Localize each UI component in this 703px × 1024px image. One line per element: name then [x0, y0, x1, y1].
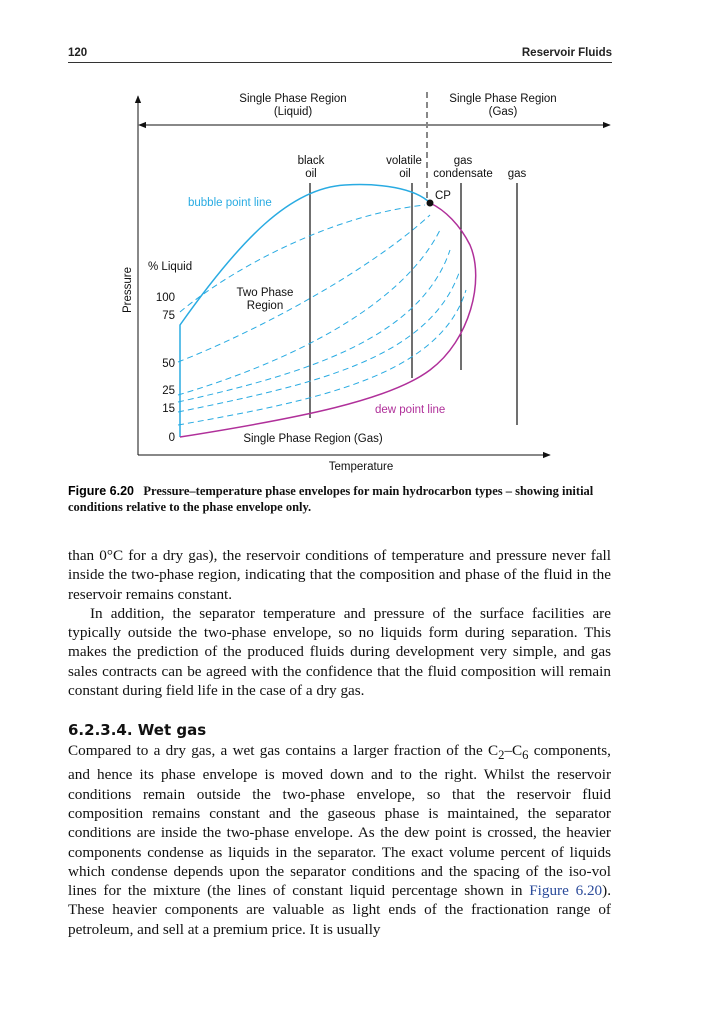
figure-caption [68, 483, 612, 515]
volatile-oil-label-1: volatile [386, 155, 422, 167]
gas-region-label: Single Phase Region [449, 93, 557, 105]
wet-gas-text-1: Compared to a dry gas, a wet gas contains a larger fraction of the C [68, 742, 499, 759]
black-oil-label-1: black [297, 155, 325, 167]
isovol-label-0: 0 [168, 432, 175, 444]
isovol-label-25: 25 [162, 385, 175, 397]
body-text-top [68, 546, 611, 700]
gas-condensate-label-1: gas [453, 155, 473, 167]
liquid-region-label: Single Phase Region [239, 93, 347, 105]
caption-text: Pressure–temperature phase envelopes for main hydrocarbon types – showing initial conditions relative to the phase envelope only. [68, 484, 594, 514]
bubble-point-label: bubble point line [188, 197, 272, 209]
iso-vol-lines [178, 205, 466, 425]
dew-point-label: dew point line [375, 404, 446, 416]
critical-point-label: CP [435, 190, 451, 202]
temperature-axis-label: Temperature [328, 461, 394, 473]
section-heading: 6.2.3.4. Wet gas [68, 721, 207, 739]
figure-reference-link[interactable]: Figure 6.20 [529, 882, 603, 900]
iso-vol-65 [178, 215, 430, 362]
iso-vol-25 [178, 270, 460, 412]
gas-label: gas [507, 168, 527, 180]
isovol-label-75: 75 [162, 310, 175, 322]
wet-gas-dash: –C [504, 742, 523, 759]
paragraph-2: In addition, the separator temperature and pressure of the surface facilities are typically outside the two-phase envelope, so no liquids form during separation. This makes the prediction of the produced fluids during development very simple, and gas sales contracts can be agreed with the confidence that the fluid composition will remain constant during field life in the case of a dry gas. [68, 604, 611, 700]
body-text-wet-gas [68, 741, 611, 939]
gas-region-sub: (Gas) [488, 106, 518, 118]
critical-point-marker [427, 200, 434, 207]
isovol-label-50: 50 [162, 358, 175, 370]
black-oil-label-2: oil [305, 168, 317, 180]
paragraph-1: than 0°C for a dry gas), the reservoir conditions of temperature and pressure never fall inside the two-phase region, indicating that the composition and phase of the fluid in the reservoir remains constant. [68, 547, 611, 603]
paragraph-wet-gas [68, 741, 611, 939]
gas-region-bottom-label: Single Phase Region (Gas) [243, 433, 383, 445]
iso-vol-50 [178, 230, 440, 395]
subscript-2: 2 [498, 748, 505, 763]
caption-label: Figure 6.20 [68, 484, 134, 498]
pressure-axis-label: Pressure [122, 266, 134, 314]
two-phase-label-1: Two Phase [236, 287, 294, 299]
bubble-point-line [180, 185, 430, 437]
isovol-label-15: 15 [162, 403, 175, 415]
wet-gas-text-3: ). These heavier components are valuable as light ends of the fractionation range of petroleum, and sell at a premium price. It is usually [68, 882, 612, 938]
isovol-label-100: 100 [155, 292, 175, 304]
iso-vol-75 [180, 205, 425, 312]
running-title: Reservoir Fluids [521, 47, 612, 59]
pct-liquid-label: % Liquid [148, 261, 193, 273]
subscript-6: 6 [522, 748, 529, 763]
gas-condensate-label-2: condensate [433, 168, 493, 180]
liquid-region-sub: (Liquid) [273, 106, 313, 118]
two-phase-label-2: Region [246, 300, 284, 312]
phase-envelope-figure [0, 0, 703, 480]
dew-point-line [180, 203, 476, 437]
volatile-oil-label-2: oil [399, 168, 411, 180]
page-number: 120 [68, 47, 88, 59]
wet-gas-text-2: components, and hence its phase envelope is moved down and to the right. Whilst the reservoir conditions remain outside the two-phase envelope, so that the reservoir fluid composition remains constant and the gaseous phase is maintained, the separator conditions are inside the two-phase envelope. As the dew point is crossed, the heavier components condense as liquids in the separator. The exact volume percent of liquids which condense depends upon the separator conditions and the spacing of the iso-vol lines for the mixture (the lines of constant liquid percentage shown in [68, 742, 611, 900]
